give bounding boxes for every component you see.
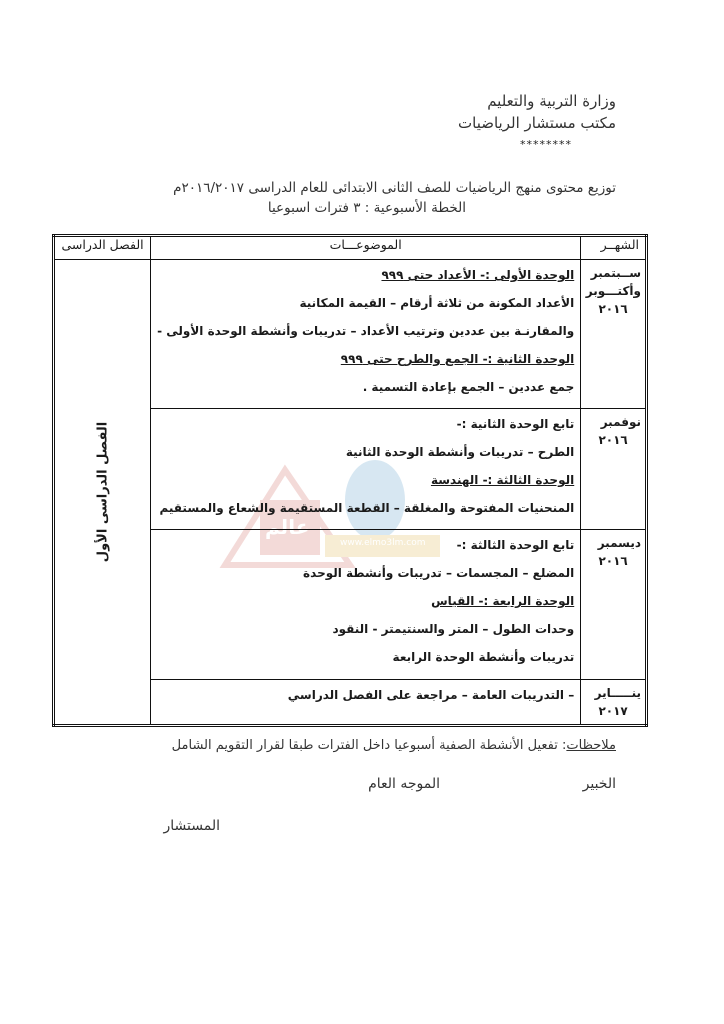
topic-line: الطرح – تدريبات وأنشطة الوحدة الثانية <box>345 445 575 459</box>
topic-line: المضلع – المجسمات – تدريبات وأنشطة الوحدة <box>303 566 575 580</box>
month-year: ٢٠١٦ <box>598 302 628 316</box>
table-header-row <box>54 236 647 260</box>
topic-line: الأعداد المكونة من ثلاثة أرقام – القيمة المكانية <box>299 296 575 310</box>
signature-advisor: المستشار <box>163 818 220 834</box>
month-year: ٢٠١٦ <box>598 433 628 447</box>
unit-heading: تابع الوحدة الثالثة :- <box>456 538 575 552</box>
curriculum-table <box>52 234 648 727</box>
month-year: ٢٠١٦ <box>598 554 628 568</box>
ministry-title: وزارة التربية والتعليم <box>487 92 616 110</box>
document-title: توزيع محتوى منهج الرياضيات للصف الثانى الابتدائى للعام الدراسى ٢٠١٦/٢٠١٧م <box>173 180 616 196</box>
month-cell <box>581 409 647 530</box>
header-semester: الفصل الدراسى <box>54 236 151 260</box>
topic-line: والمقارنـة بين عددين وترتيب الأعداد – تدريبات وأنشطة الوحدة الأولى - <box>157 324 575 338</box>
topic-line: المنحنيات المفتوحة والمغلقة – القطعة المستقيمة والشعاع والمستقيم <box>159 501 575 515</box>
signature-expert: الخبير <box>582 776 616 792</box>
month-name: ســبتمبر <box>590 266 641 280</box>
month-name: ينـــــاير <box>594 686 641 700</box>
month-year: ٢٠١٧ <box>598 704 628 718</box>
signature-supervisor: الموجه العام <box>368 776 440 792</box>
unit-heading: الوحدة الأولى :- الأعداد حتى ٩٩٩ <box>381 268 575 282</box>
topic-line: جمع عددين – الجمع بإعادة التسمية . <box>362 380 575 394</box>
topics-cell <box>151 409 581 530</box>
table-row <box>54 260 647 409</box>
watermark-text: عالم <box>265 515 310 539</box>
topic-line: وحدات الطول – المتر والسنتيمتر - النقود <box>332 622 575 636</box>
topic-line: – التدريبات العامة – مراجعة على الفصل الدراسي <box>287 688 575 702</box>
semester-cell <box>54 260 151 726</box>
notes-text: : تفعيل الأنشطة الصفية أسبوعيا داخل الفترات طبقا لقرار التقويم الشامل <box>171 738 567 753</box>
watermark-url: www.elmo3lm.com <box>340 538 426 548</box>
month-cell <box>581 680 647 726</box>
unit-heading: الوحدة الثانية :- الجمع والطرح حتى ٩٩٩ <box>340 352 575 366</box>
header-month: الشهــر <box>581 236 647 260</box>
month-name: وأكتـــوبر <box>585 284 641 298</box>
notes-label: ملاحظات <box>566 738 616 753</box>
weekly-plan: الخطة الأسبوعية : ٣ فترات اسبوعيا <box>267 200 466 216</box>
office-title: مكتب مستشار الرياضيات <box>458 114 616 132</box>
topic-line: تدريبات وأنشطة الوحدة الرابعة <box>392 650 575 664</box>
notes <box>172 738 616 753</box>
topics-cell <box>151 530 581 680</box>
stars-separator: ******** <box>520 138 572 151</box>
unit-heading: الوحدة الرابعة :- القياس <box>431 594 575 608</box>
unit-heading: الوحدة الثالثة :- الهندسة <box>430 473 575 487</box>
header-topics: الموضوعـــات <box>151 236 581 260</box>
month-name: نوفمبر <box>600 415 641 429</box>
month-cell <box>581 530 647 680</box>
month-name: ديسمبر <box>597 536 641 550</box>
unit-heading: تابع الوحدة الثانية :- <box>456 417 575 431</box>
month-cell <box>581 260 647 409</box>
semester-label: الفصل الدراسى الأول <box>95 421 111 563</box>
topics-cell <box>151 260 581 409</box>
topics-cell <box>151 680 581 726</box>
